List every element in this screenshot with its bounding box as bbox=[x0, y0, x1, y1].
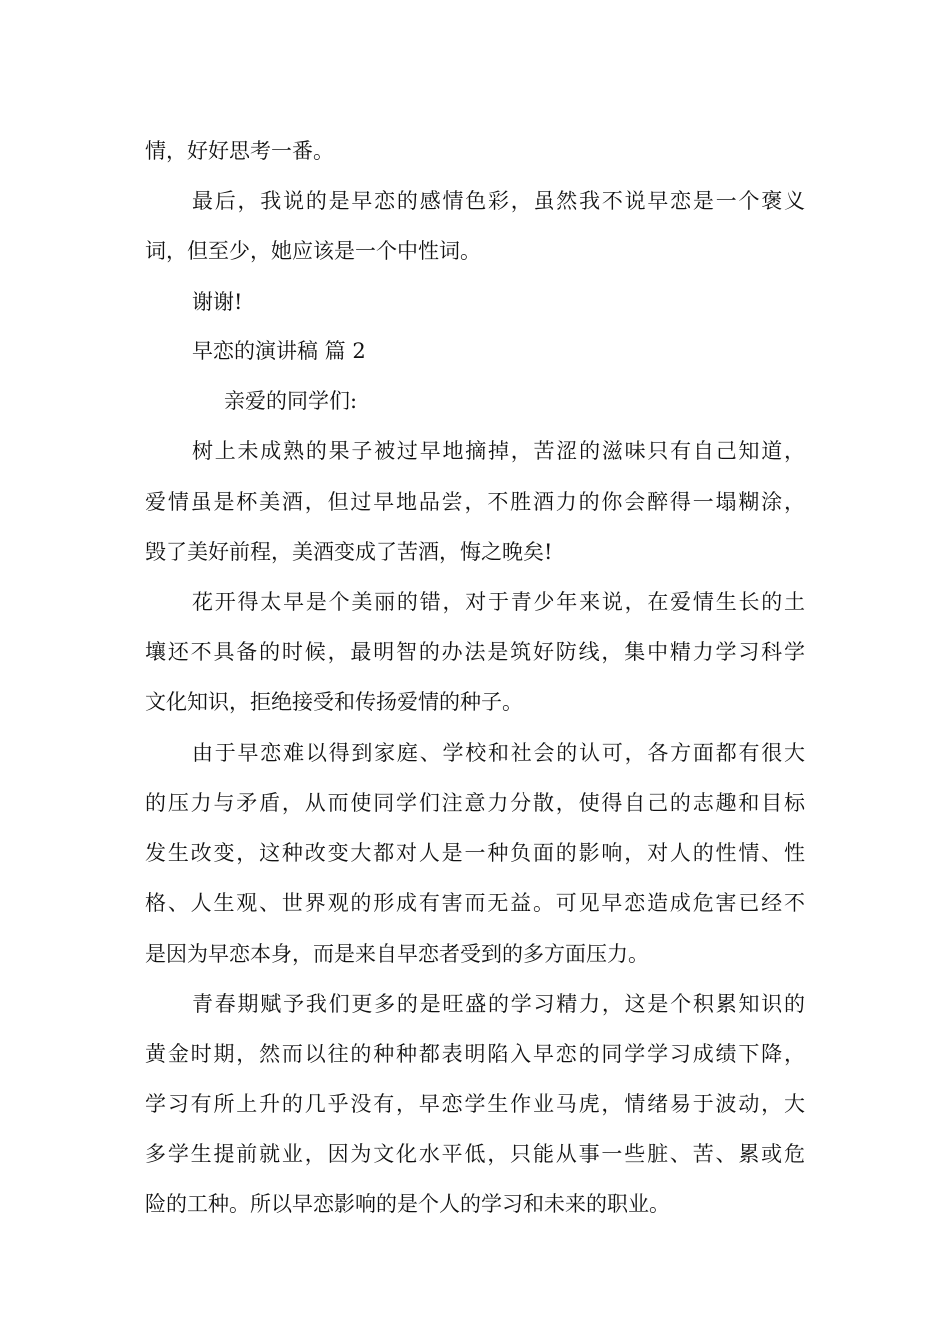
text-line: 树上未成熟的果子被过早地摘掉，苦涩的滋味只有自己知道， bbox=[192, 439, 805, 463]
text-line: 情，好好思考一番。 bbox=[145, 139, 334, 163]
text-line: 壤还不具备的时候，最明智的办法是筑好防线，集中精力学习科学 bbox=[145, 640, 805, 664]
section-heading: 早恋的演讲稿 篇 2 bbox=[192, 339, 366, 363]
text-line: 花开得太早是个美丽的错，对于青少年来说，在爱情生长的土 bbox=[192, 590, 805, 614]
text-line: 多学生提前就业，因为文化水平低，只能从事一些脏、苦、累或危 bbox=[145, 1142, 805, 1166]
text-line: 由于早恋难以得到家庭、学校和社会的认可，各方面都有很大 bbox=[192, 741, 805, 765]
text-line: 青春期赋予我们更多的是旺盛的学习精力，这是个积累知识的 bbox=[192, 992, 805, 1016]
text-line: 毁了美好前程，美酒变成了苦酒，悔之晚矣! bbox=[145, 540, 553, 564]
text-line: 发生改变，这种改变大都对人是一种负面的影响，对人的性情、性 bbox=[145, 841, 805, 865]
text-line: 黄金时期，然而以往的种种都表明陷入早恋的同学学习成绩下降， bbox=[145, 1042, 805, 1066]
text-line: 是因为早恋本身，而是来自早恋者受到的多方面压力。 bbox=[145, 942, 649, 966]
text-line: 格、人生观、世界观的形成有害而无益。可见早恋造成危害已经不 bbox=[145, 891, 805, 915]
text-line: 爱情虽是杯美酒，但过早地品尝，不胜酒力的你会醉得一塌糊涂， bbox=[145, 490, 805, 514]
text-line: 词，但至少，她应该是一个中性词。 bbox=[145, 239, 481, 263]
text-line: 的压力与矛盾，从而使同学们注意力分散，使得自己的志趣和目标 bbox=[145, 791, 805, 815]
salutation: 亲爱的同学们: bbox=[224, 389, 358, 413]
text-line: 险的工种。所以早恋影响的是个人的学习和未来的职业。 bbox=[145, 1192, 670, 1216]
text-line: 最后，我说的是早恋的感情色彩，虽然我不说早恋是一个褒义 bbox=[192, 189, 805, 213]
text-line: 文化知识，拒绝接受和传扬爱情的种子。 bbox=[145, 690, 523, 714]
text-line: 学习有所上升的几乎没有，早恋学生作业马虎，情绪易于波动，大 bbox=[145, 1092, 805, 1116]
text-line: 谢谢! bbox=[192, 290, 243, 314]
